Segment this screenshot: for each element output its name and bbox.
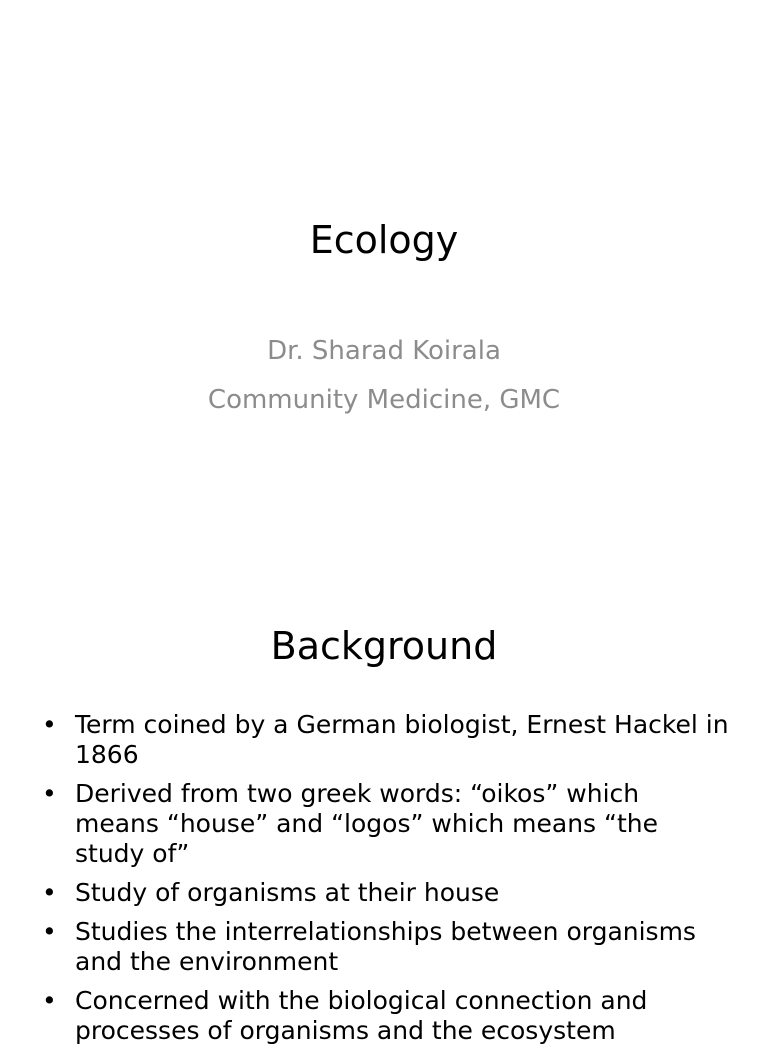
bullet-icon: • bbox=[42, 986, 57, 1015]
bullet-item bbox=[40, 917, 730, 977]
bullet-list bbox=[40, 710, 730, 1055]
bullet-text: Concerned with the biological connection and processes of organisms and the ecosystem bbox=[75, 986, 648, 1045]
bullet-item bbox=[40, 986, 730, 1046]
bullet-text: Study of organisms at their house bbox=[75, 878, 500, 907]
background-slide bbox=[0, 576, 768, 1045]
author-name: Dr. Sharad Koirala bbox=[267, 336, 501, 366]
bullet-item bbox=[40, 710, 730, 770]
slide-title: Ecology bbox=[309, 218, 459, 262]
bullet-icon: • bbox=[42, 779, 57, 808]
bullet-item bbox=[40, 779, 730, 869]
bullet-item bbox=[40, 878, 730, 908]
bullet-icon: • bbox=[42, 917, 57, 946]
bullet-text: Derived from two greek words: “oikos” which means “house” and “logos” which means “the study of” bbox=[75, 779, 658, 868]
bullet-icon: • bbox=[42, 710, 57, 739]
bullet-text: Term coined by a German biologist, Ernest Hackel in 1866 bbox=[75, 710, 729, 769]
author-affiliation: Community Medicine, GMC bbox=[207, 385, 561, 415]
slide-title: Background bbox=[270, 624, 498, 668]
bullet-text: Studies the interrelationships between organisms and the environment bbox=[75, 917, 696, 976]
bullet-icon: • bbox=[42, 878, 57, 907]
